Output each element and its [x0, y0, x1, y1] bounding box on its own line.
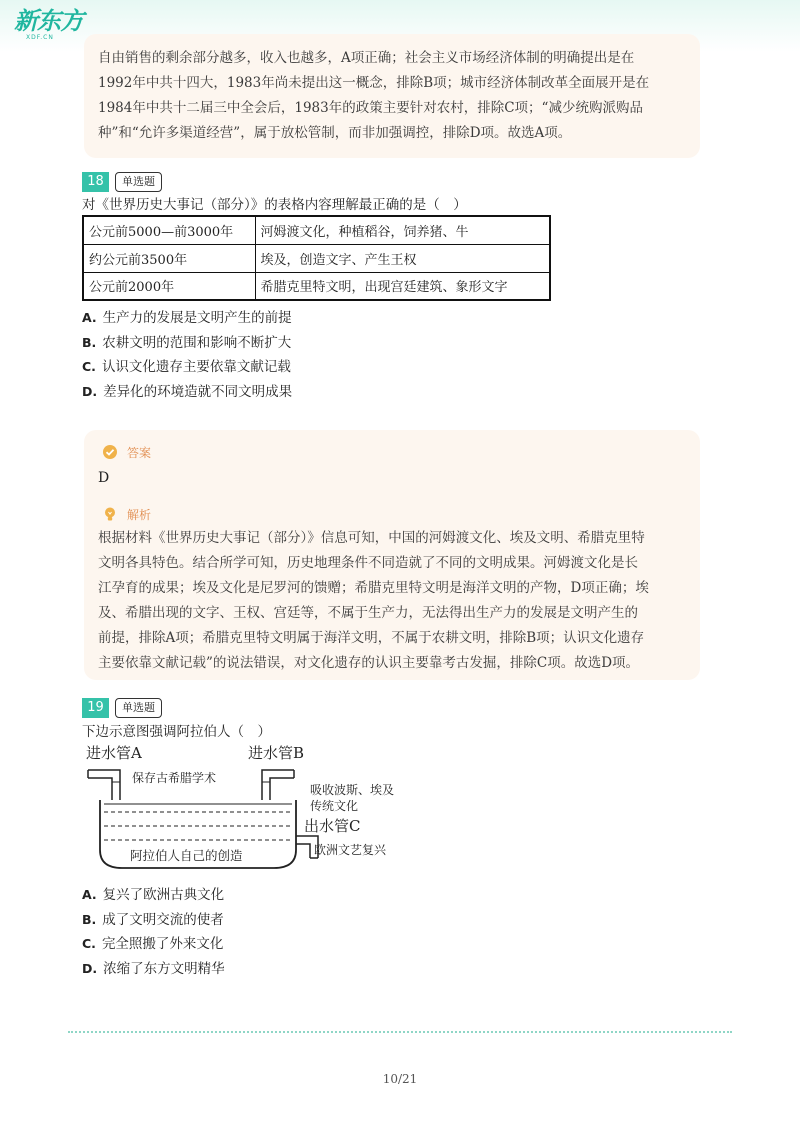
- table-cell: 埃及，创造文字、产生王权: [255, 244, 550, 272]
- pipe-c-note: 欧洲文艺复兴: [314, 843, 387, 857]
- logo-text: 新东方: [14, 7, 83, 35]
- option-a[interactable]: A. 复兴了欧洲古典文化: [82, 887, 225, 903]
- pipe-b-label: 进水管B: [248, 744, 305, 762]
- pipe-a-note: 保存古希腊学术: [132, 771, 217, 785]
- tank-label: 阿拉伯人自己的创造: [130, 848, 243, 863]
- answer-value: D: [98, 470, 110, 486]
- pipe-c-label: 出水管C: [304, 817, 361, 835]
- answer-label-row: [102, 442, 151, 462]
- option-c[interactable]: C. 完全照搬了外来文化: [82, 936, 224, 952]
- footer-divider: [68, 1031, 732, 1033]
- check-circle-icon: [102, 444, 118, 460]
- question-number: 19: [82, 698, 109, 718]
- analysis-text: 根据材料《世界历史大事记（部分）》信息可知，中国的河姆渡文化、埃及文明、希腊克里特 文明各具特色。结合所学可知，历史地理条件不同造就了不同的文明成果。河姆渡文化是长 江孕育的成果；埃及文化是尼罗河的馈赠；希腊克里特文明是海洋文明的产物，D项正确；埃 及、希腊出现的文字、王权、宫廷等，不属于生产力，无法得出生产力的发展是文明产生的 前提，排除A项；希腊克里特文明属于海洋文明，不属于农耕文明，排除B项；认识文化遗存 主要依靠文献记载”的说法错误，对文化遗存的认识主要靠考古发掘，排除C项。故选D项。: [98, 530, 649, 671]
- table-row: [83, 216, 550, 244]
- table-row: [83, 244, 550, 272]
- pipe-b-note-2: 传统文化: [310, 799, 359, 813]
- option-b[interactable]: B. 成了文明交流的使者: [82, 912, 224, 928]
- pipe-a-label: 进水管A: [86, 744, 142, 762]
- question-19-stem: 下边示意图强调阿拉伯人（ ）: [82, 724, 271, 740]
- question-type-badge: 单选题: [115, 172, 162, 192]
- option-b[interactable]: B. 农耕文明的范围和影响不断扩大: [82, 335, 292, 351]
- question-number: 18: [82, 172, 109, 192]
- table-cell: 约公元前3500年: [83, 244, 255, 272]
- pipe-b-shape: [262, 770, 294, 800]
- answer-label: 答案: [127, 445, 152, 460]
- table-cell: 河姆渡文化，种植稻谷，饲养猪、牛: [255, 216, 550, 244]
- option-c[interactable]: C. 认识文化遗存主要依靠文献记载: [82, 359, 291, 375]
- water-tank-diagram: [82, 740, 412, 876]
- table-cell: 公元前2000年: [83, 272, 255, 300]
- page-number: 10/21: [382, 1072, 418, 1086]
- table-cell: 公元前5000—前3000年: [83, 216, 255, 244]
- pipe-a-shape: [88, 770, 120, 800]
- option-d[interactable]: D. 差异化的环境造就不同文明成果: [82, 384, 293, 400]
- logo-subtext: XDF.CN: [26, 34, 54, 41]
- prev-analysis-text: 自由销售的剩余部分越多，收入也越多，A项正确；社会主义市场经济体制的明确提出是在 1992年中共十四大，1983年尚未提出这一概念，排除B项；城市经济体制改革全面展开是在 1984年中共十二届三中全会后，1983年的政策主要针对农村，排除C项；“减少统购派购品 种”和“允许多渠道经营”，属于放松管制，而非加强调控，排除D项。故选A项。: [98, 50, 650, 141]
- pipe-b-note-1: 吸收波斯、埃及: [310, 783, 395, 797]
- analysis-label-row: [102, 504, 151, 524]
- analysis-label: 解析: [127, 507, 152, 522]
- table-row: [83, 272, 550, 300]
- lightbulb-icon: [102, 506, 118, 522]
- option-a[interactable]: A. 生产力的发展是文明产生的前提: [82, 310, 292, 326]
- question-18-stem: 对《世界历史大事记（部分）》的表格内容理解最正确的是（ ）: [82, 197, 467, 213]
- xdf-logo: [14, 8, 83, 48]
- history-events-table: [82, 215, 551, 301]
- question-type-badge: 单选题: [115, 698, 162, 718]
- option-d[interactable]: D. 浓缩了东方文明精华: [82, 961, 225, 977]
- table-cell: 希腊克里特文明，出现宫廷建筑、象形文字: [255, 272, 550, 300]
